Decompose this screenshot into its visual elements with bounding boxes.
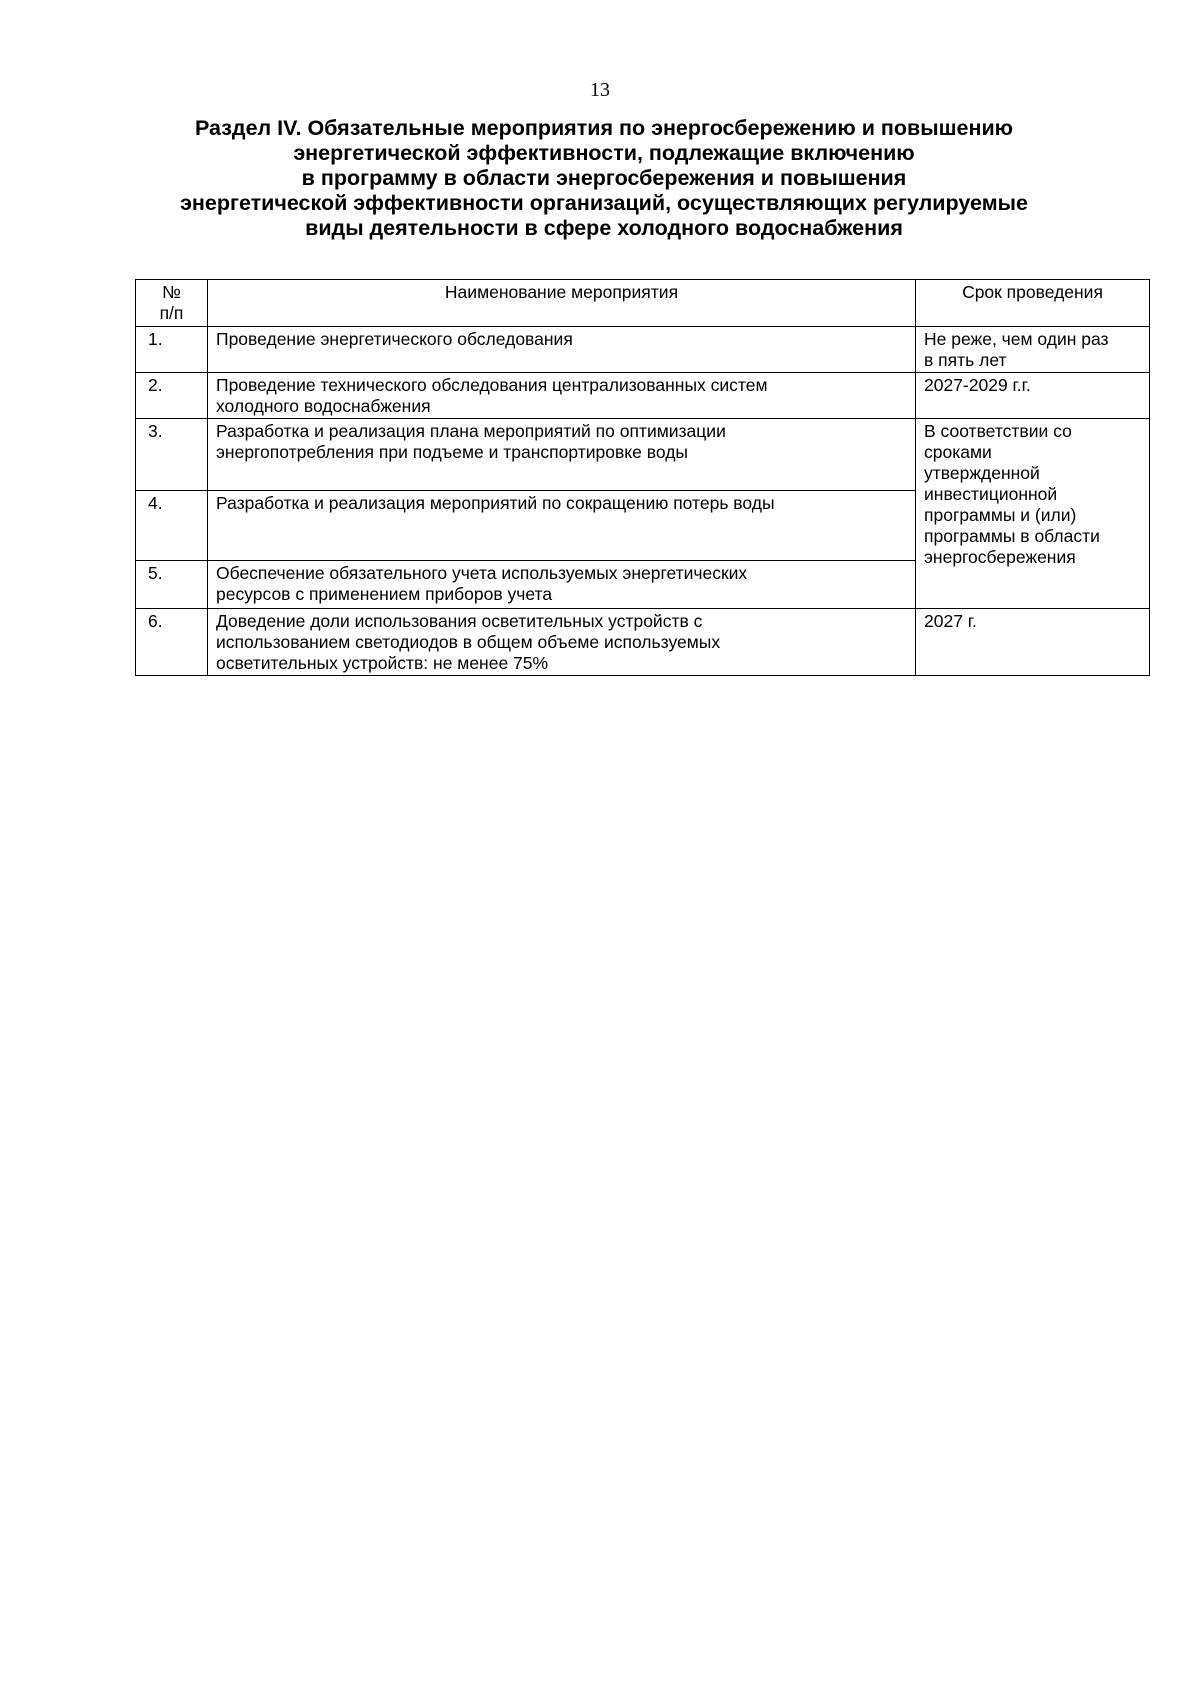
merged-term-line: утвержденной <box>924 463 1040 483</box>
row-name-line: энергопотребления при подъеме и транспортировке воды <box>216 442 688 462</box>
section-title-line: энергетической эффективности, подлежащие включению <box>293 141 915 165</box>
row-name <box>208 419 916 491</box>
merged-term-line: инвестиционной <box>924 484 1058 504</box>
section-title-line: в программу в области энергосбережения и повышения <box>301 166 907 190</box>
table-row <box>136 373 1150 419</box>
table-row <box>136 327 1150 373</box>
row-name-line: использованием светодиодов в общем объеме используемых <box>216 632 721 652</box>
section-title-line: энергетической эффективности организаций, осуществляющих регулируемые <box>180 191 1028 215</box>
row-name <box>208 609 916 676</box>
row-name-line: Доведение доли использования осветительных устройств с <box>216 611 703 631</box>
page-number: 13 <box>590 79 610 101</box>
row-term <box>916 327 1150 373</box>
row-name-line: осветительных устройств: не менее 75% <box>216 653 549 673</box>
row-name-line: Разработка и реализация плана мероприятий по оптимизации <box>216 421 726 441</box>
row-name-line: Обеспечение обязательного учета используемых энергетических <box>216 563 748 583</box>
section-title-line: Раздел IV. Обязательные мероприятия по энергосбережению и повышению <box>194 116 1014 140</box>
row-num: 5. <box>136 561 208 609</box>
merged-term-line: программы в области <box>924 526 1100 546</box>
row-name-line: Проведение технического обследования централизованных систем <box>216 375 768 395</box>
section-title <box>120 116 1088 241</box>
row-term-line: 2027-2029 г.г. <box>924 375 1031 395</box>
header-num <box>136 280 208 327</box>
section-title-line: виды деятельности в сфере холодного водоснабжения <box>305 216 903 240</box>
row-name <box>208 327 916 373</box>
table-row <box>136 609 1150 676</box>
header-num-line: п/п <box>159 303 184 323</box>
table-row <box>136 419 1150 491</box>
table-header-row <box>136 280 1150 327</box>
measures-table <box>135 279 1150 676</box>
row-term-line: Не реже, чем один раз <box>924 329 1109 349</box>
row-name <box>208 561 916 609</box>
row-name-line: холодного водоснабжения <box>216 396 431 416</box>
row-term-line: 2027 г. <box>924 611 977 631</box>
row-num: 1. <box>136 327 208 373</box>
row-name-line: Разработка и реализация мероприятий по сокращению потерь воды <box>216 493 775 513</box>
row-name-line: ресурсов с применением приборов учета <box>216 584 553 604</box>
merged-term-line: программы и (или) <box>924 505 1077 525</box>
row-name <box>208 373 916 419</box>
merged-term-line: энергосбережения <box>924 547 1076 567</box>
row-name-line: Проведение энергетического обследования <box>216 329 573 349</box>
merged-term-line: В соответствии со <box>924 421 1072 441</box>
row-num: 4. <box>136 491 208 561</box>
row-num: 3. <box>136 419 208 491</box>
row-term <box>916 373 1150 419</box>
row-term <box>916 609 1150 676</box>
header-term: Срок проведения <box>916 280 1150 327</box>
row-num: 2. <box>136 373 208 419</box>
row-term-line: в пять лет <box>924 350 1007 370</box>
header-num-line: № <box>162 282 181 302</box>
merged-term-cell <box>916 419 1150 609</box>
row-name <box>208 491 916 561</box>
merged-term-line: сроками <box>924 442 992 462</box>
header-name: Наименование мероприятия <box>208 280 916 327</box>
row-num: 6. <box>136 609 208 676</box>
